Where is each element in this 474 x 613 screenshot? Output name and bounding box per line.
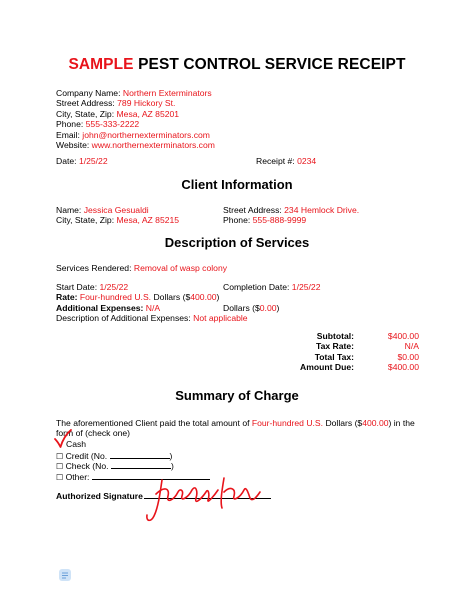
- logo-icon: [58, 568, 72, 582]
- client-city-label: City, State, Zip:: [56, 215, 115, 226]
- tax-rate-label: Tax Rate:: [315, 341, 354, 352]
- checkmark-icon: [53, 428, 73, 450]
- additional-desc-label: Description of Additional Expenses:: [56, 313, 191, 324]
- title-sample: SAMPLE: [68, 56, 134, 73]
- date-value: 1/25/22: [78, 156, 108, 166]
- option-cash-label: Cash: [66, 438, 87, 449]
- subtotal-value: $400.00: [387, 331, 419, 341]
- completion-date-value: 1/25/22: [291, 282, 321, 292]
- addl-mid: Dollars ($: [223, 302, 260, 313]
- amount-due-value: $400.00: [387, 362, 419, 373]
- option-check-label: Check (No.: [65, 461, 109, 471]
- addl-amount: 0.00: [259, 302, 277, 313]
- credit-close: ): [169, 450, 173, 461]
- signature-label: Authorized Signature: [56, 491, 143, 501]
- summary-text-2: Dollars ($: [325, 418, 363, 428]
- services-heading: Description of Services: [164, 235, 310, 250]
- summary-amount: 400.00: [362, 418, 389, 428]
- option-other-label: Other:: [65, 471, 90, 482]
- total-tax-value: $0.00: [397, 351, 419, 362]
- company-email: john@northernexterminators.com: [82, 129, 210, 140]
- client-city: Mesa, AZ 85215: [116, 215, 180, 226]
- client-street-label: Street Address:: [223, 205, 282, 215]
- company-website-label: Website:: [56, 140, 90, 151]
- client-name: Jessica Gesualdi: [83, 205, 149, 215]
- credit-number-blank[interactable]: [110, 450, 170, 459]
- check-close: ): [170, 461, 174, 471]
- completion-date: [223, 282, 320, 292]
- summary-heading: Summary of Charge: [175, 388, 299, 403]
- company-block: [56, 88, 215, 150]
- receipt-date: [56, 156, 108, 166]
- checkbox-icon[interactable]: ☐: [56, 451, 64, 461]
- summary-text-4: form of (check one): [56, 428, 131, 439]
- client-street: 234 Hemlock Drive.: [284, 205, 360, 215]
- title-rest: PEST CONTROL SERVICE RECEIPT: [138, 56, 406, 73]
- services-rendered-value: Removal of wasp colony: [133, 263, 228, 273]
- client-heading: Client Information: [181, 177, 293, 192]
- rate-close: ): [216, 292, 220, 303]
- rate-label: Rate:: [56, 292, 78, 303]
- client-phone-label: Phone:: [223, 215, 251, 226]
- additional-expenses-label: Additional Expenses:: [56, 302, 144, 313]
- company-street: 789 Hickory St.: [117, 98, 176, 109]
- client-right: [223, 205, 359, 226]
- additional-desc: Not applicable: [193, 313, 248, 324]
- company-phone-label: Phone:: [56, 119, 84, 130]
- services-details: [56, 282, 248, 324]
- addl-close: ): [276, 302, 280, 313]
- option-credit-label: Credit (No.: [65, 450, 108, 461]
- amount-due-label: Amount Due:: [300, 362, 354, 373]
- completion-date-label: Completion Date:: [223, 282, 290, 292]
- receipt-number: [256, 156, 316, 166]
- tax-rate-value: N/A: [404, 341, 419, 352]
- signature-icon: [140, 468, 270, 528]
- date-label: Date:: [56, 156, 77, 166]
- checkbox-icon[interactable]: ☐: [56, 462, 64, 471]
- company-website: www.northernexterminators.com: [91, 140, 215, 151]
- rate-mid: Dollars ($: [153, 292, 191, 303]
- additional-expenses: N/A: [145, 302, 161, 313]
- summary-text-3: ) in the: [388, 418, 415, 428]
- company-street-label: Street Address:: [56, 98, 115, 109]
- receipt-number-label: Receipt #:: [256, 156, 295, 166]
- company-phone: 555-333-2222: [85, 119, 140, 130]
- start-date-label: Start Date:: [56, 282, 98, 292]
- total-tax-label: Total Tax:: [314, 351, 354, 362]
- company-name-label: Company Name:: [56, 88, 121, 98]
- services-rendered: [56, 263, 227, 273]
- additional-dollars: [223, 303, 279, 313]
- summary-amount-text: Four-hundred U.S.: [251, 418, 324, 428]
- company-city-label: City, State, Zip:: [56, 108, 115, 119]
- client-name-label: Name:: [56, 205, 82, 215]
- summary-text-1: The aforementioned Client paid the total amount of: [56, 418, 250, 428]
- rate-text: Four-hundred U.S.: [79, 292, 152, 303]
- page-title: [0, 56, 474, 74]
- company-name: Northern Exterminators: [122, 88, 212, 98]
- receipt-number-value: 0234: [297, 156, 317, 166]
- services-rendered-label: Services Rendered:: [56, 263, 132, 273]
- summary-paragraph: [56, 418, 415, 439]
- company-city: Mesa, AZ 85201: [116, 108, 180, 119]
- checkbox-icon[interactable]: ☐: [56, 472, 64, 482]
- client-phone: 555-888-9999: [252, 215, 307, 226]
- start-date: 1/25/22: [99, 282, 129, 292]
- company-email-label: Email:: [56, 129, 80, 140]
- rate-amount: 400.00: [190, 292, 217, 303]
- client-left: [56, 205, 179, 226]
- subtotal-label: Subtotal:: [316, 331, 354, 341]
